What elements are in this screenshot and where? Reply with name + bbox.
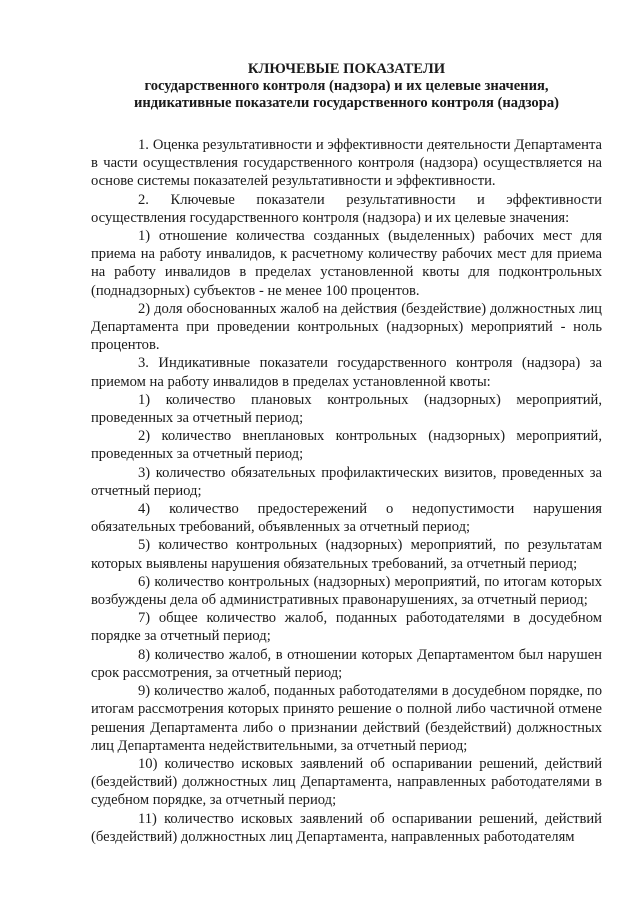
title-line-2: государственного контроля (надзора) и их целевые значения, bbox=[144, 78, 549, 94]
document-body bbox=[91, 136, 602, 846]
paragraph-indicative-3: 3) количество обязательных профилактических визитов, проведенных за отчетный период; bbox=[91, 464, 602, 499]
paragraph-indicative-2: 2) количество внеплановых контрольных (надзорных) мероприятий, проведенных за отчетный период; bbox=[91, 428, 602, 463]
title-line-1: КЛЮЧЕВЫЕ ПОКАЗАТЕЛИ bbox=[247, 61, 446, 77]
paragraph-indicative-6: 6) количество контрольных (надзорных) мероприятий, по итогам которых возбуждены дела об административных правонарушениях, за отчетный период; bbox=[91, 573, 602, 609]
paragraph-indicative-heading: 3. Индикативные показатели государственного контроля (надзора) за приемом на работу инвалидов в пределах установленной квоты: bbox=[91, 355, 602, 390]
paragraph-assessment-basis: 1. Оценка результативности и эффективности деятельности Департамента в части осуществления государственного контроля (надзора) осуществляется на основе системы показателей результативности и эффективности. bbox=[91, 137, 602, 190]
paragraph-indicative-11: 11) количество исковых заявлений об оспаривании решений, действий (бездействий) должностных лиц Департамента, направленных работодателям bbox=[91, 810, 602, 845]
title-line-3: индикативные показатели государственного контроля (надзора) bbox=[133, 95, 559, 111]
document-title bbox=[91, 61, 602, 112]
paragraph-indicative-9: 9) количество жалоб, поданных работодателями в досудебном порядке, по итогам рассмотрения которых принято решение о полной либо частичной отмене решения Департамента либо о признании действий (бездействий) должностных лиц Департамента недействительными, за отчетный период; bbox=[91, 683, 602, 754]
paragraph-indicative-8: 8) количество жалоб, в отношении которых Департаментом был нарушен срок рассмотрения, за отчетный период; bbox=[91, 646, 602, 681]
paragraph-indicative-7: 7) общее количество жалоб, поданных работодателями в досудебном порядке за отчетный период; bbox=[91, 610, 602, 645]
paragraph-key-indicator-2: 2) доля обоснованных жалоб на действия (бездействие) должностных лиц Департамента при проведении контрольных (надзорных) мероприятий - ноль процентов. bbox=[91, 300, 602, 354]
paragraph-indicative-1: 1) количество плановых контрольных (надзорных) мероприятий, проведенных за отчетный период; bbox=[91, 391, 602, 427]
paragraph-indicative-4: 4) количество предостережений о недопустимости нарушения обязательных требований, объявленных за отчетный период; bbox=[91, 501, 602, 536]
paragraph-key-indicator-1: 1) отношение количества созданных (выделенных) рабочих мест для приема на работу инвалидов, к расчетному количеству рабочих мест для приема на работу инвалидов в пределах установленной квоты для подконтрольных (поднадзорных) субъектов - не менее 100 процентов. bbox=[91, 228, 602, 299]
paragraph-indicative-10: 10) количество исковых заявлений об оспаривании решений, действий (бездействий) должностных лиц Департамента, направленных работодателями в судебном порядке, за отчетный период; bbox=[91, 755, 602, 809]
paragraph-indicative-5: 5) количество контрольных (надзорных) мероприятий, по результатам которых выявлены нарушения обязательных требований, за отчетный период; bbox=[91, 537, 602, 572]
paragraph-key-indicators-heading: 2. Ключевые показатели результативности и эффективности осуществления государственного контроля (надзора) и их целевые значения: bbox=[91, 191, 602, 226]
